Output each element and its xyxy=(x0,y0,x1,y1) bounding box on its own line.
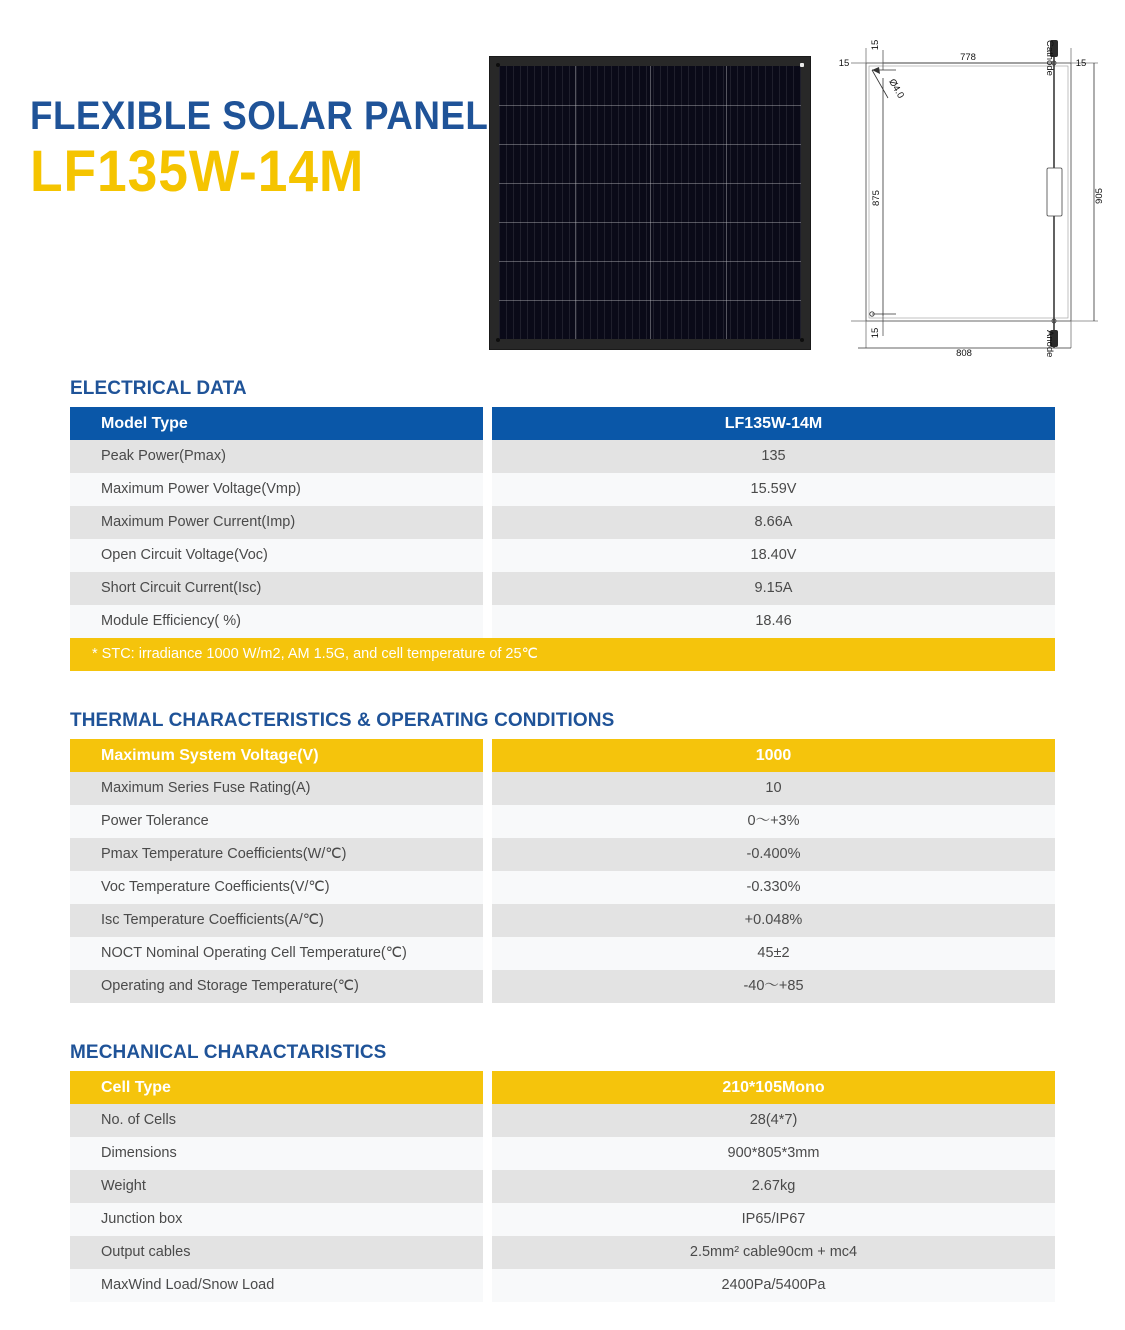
header-gap xyxy=(483,739,492,772)
section-thermal-characteristics xyxy=(70,710,1055,1003)
table-row xyxy=(70,1269,1055,1302)
dim-top-width: 778 xyxy=(960,52,976,63)
row-label: Operating and Storage Temperature(℃) xyxy=(70,970,483,1003)
table-row xyxy=(70,904,1055,937)
table-row xyxy=(70,871,1055,904)
table-row xyxy=(70,473,1055,506)
row-gap xyxy=(483,506,492,539)
dim-inset-top-right: 15 xyxy=(1075,58,1087,69)
table-row xyxy=(70,805,1055,838)
solar-panel-photo xyxy=(489,56,811,350)
header-label: Cell Type xyxy=(70,1071,483,1104)
header-label: Maximum System Voltage(V) xyxy=(70,739,483,772)
row-label: Dimensions xyxy=(70,1137,483,1170)
section-title-mechanical: MECHANICAL CHARACTARISTICS xyxy=(70,1042,387,1063)
dim-right-height: 905 xyxy=(1094,188,1105,204)
technical-drawing xyxy=(836,18,1116,363)
row-value: 18.46 xyxy=(492,605,1055,638)
model-title: LF135W-14M xyxy=(30,139,365,204)
header-value: 1000 xyxy=(492,739,1055,772)
row-label: Weight xyxy=(70,1170,483,1203)
row-gap xyxy=(483,871,492,904)
stc-footnote: * STC: irradiance 1000 W/m2, AM 1.5G, and cell temperature of 25℃ xyxy=(70,638,1055,671)
table-row xyxy=(70,539,1055,572)
row-gap xyxy=(483,970,492,1003)
row-label: Isc Temperature Coefficients(A/℃) xyxy=(70,904,483,937)
row-gap xyxy=(483,440,492,473)
row-label: Junction box xyxy=(70,1203,483,1236)
grommet-bottom-left xyxy=(496,338,500,342)
junction-box-symbol xyxy=(1047,168,1062,216)
row-label: No. of Cells xyxy=(70,1104,483,1137)
table-row xyxy=(70,1203,1055,1236)
row-label: Maximum Power Current(Imp) xyxy=(70,506,483,539)
row-gap xyxy=(483,1104,492,1137)
row-value: 2400Pa/5400Pa xyxy=(492,1269,1055,1302)
mechanical-data-table xyxy=(70,1071,1055,1302)
row-gap xyxy=(483,572,492,605)
row-gap xyxy=(483,605,492,638)
section-electrical-data xyxy=(70,378,1055,671)
title-block xyxy=(30,96,528,203)
row-gap xyxy=(483,1137,492,1170)
dim-left-height: 875 xyxy=(871,190,882,206)
row-value: 2.67kg xyxy=(492,1170,1055,1203)
label-anode: Anode xyxy=(1044,330,1055,358)
row-value: -0.400% xyxy=(492,838,1055,871)
row-gap xyxy=(483,1236,492,1269)
row-label: Short Circuit Current(Isc) xyxy=(70,572,483,605)
row-gap xyxy=(483,473,492,506)
row-value: 900*805*3mm xyxy=(492,1137,1055,1170)
table-row xyxy=(70,1170,1055,1203)
row-gap xyxy=(483,539,492,572)
table-row xyxy=(70,1137,1055,1170)
dimension-drawing-svg xyxy=(836,18,1116,363)
row-value: 2.5mm² cable90cm + mc4 xyxy=(492,1236,1055,1269)
row-value: +0.048% xyxy=(492,904,1055,937)
row-gap xyxy=(483,772,492,805)
solar-cell-grid xyxy=(499,66,801,339)
row-gap xyxy=(483,1203,492,1236)
table-row xyxy=(70,838,1055,871)
header-label: Model Type xyxy=(70,407,483,440)
section-title-electrical: ELECTRICAL DATA xyxy=(70,378,247,399)
row-value: 18.40V xyxy=(492,539,1055,572)
dim-inset-left: 15 xyxy=(838,58,850,69)
table-row xyxy=(70,605,1055,638)
header-gap xyxy=(483,1071,492,1104)
label-cathode: Cathode xyxy=(1044,40,1055,76)
row-value: -40〜+85 xyxy=(492,970,1055,1003)
hero-banner xyxy=(0,0,1125,370)
grommet-top-right xyxy=(800,63,804,67)
row-label: Pmax Temperature Coefficients(W/℃) xyxy=(70,838,483,871)
section-title-thermal: THERMAL CHARACTERISTICS & OPERATING CONDITIONS xyxy=(70,710,615,731)
electrical-data-table xyxy=(70,407,1055,638)
table-row xyxy=(70,970,1055,1003)
row-value: 10 xyxy=(492,772,1055,805)
row-label: Peak Power(Pmax) xyxy=(70,440,483,473)
dim-inset-top-left: 15 xyxy=(870,39,881,51)
table-row xyxy=(70,506,1055,539)
dim-inset-bottom: 15 xyxy=(870,327,881,339)
dim-hole-diameter: Ø4.0 xyxy=(886,77,907,101)
grommet-top-left xyxy=(496,63,500,67)
row-label: Open Circuit Voltage(Voc) xyxy=(70,539,483,572)
row-label: NOCT Nominal Operating Cell Temperature(℃) xyxy=(70,937,483,970)
row-gap xyxy=(483,838,492,871)
dim-bottom-width: 808 xyxy=(956,348,972,359)
table-row xyxy=(70,1236,1055,1269)
header-value: LF135W-14M xyxy=(492,407,1055,440)
table-header-row xyxy=(70,1071,1055,1104)
row-gap xyxy=(483,904,492,937)
row-value: 45±2 xyxy=(492,937,1055,970)
thermal-data-table xyxy=(70,739,1055,1003)
table-row xyxy=(70,572,1055,605)
table-row xyxy=(70,772,1055,805)
row-value: 9.15A xyxy=(492,572,1055,605)
row-value: 0〜+3% xyxy=(492,805,1055,838)
table-row xyxy=(70,937,1055,970)
header-gap xyxy=(483,407,492,440)
header-value: 210*105Mono xyxy=(492,1071,1055,1104)
row-value: IP65/IP67 xyxy=(492,1203,1055,1236)
page-title: FLEXIBLE SOLAR PANEL xyxy=(30,94,489,138)
row-gap xyxy=(483,1170,492,1203)
row-gap xyxy=(483,937,492,970)
section-mechanical-characteristics xyxy=(70,1042,1055,1302)
table-header-row xyxy=(70,407,1055,440)
row-gap xyxy=(483,1269,492,1302)
row-label: MaxWind Load/Snow Load xyxy=(70,1269,483,1302)
table-row xyxy=(70,1104,1055,1137)
row-label: Voc Temperature Coefficients(V/℃) xyxy=(70,871,483,904)
grommet-bottom-right xyxy=(800,338,804,342)
row-label: Power Tolerance xyxy=(70,805,483,838)
row-label: Module Efficiency( %) xyxy=(70,605,483,638)
table-header-row xyxy=(70,739,1055,772)
row-value: -0.330% xyxy=(492,871,1055,904)
row-label: Maximum Series Fuse Rating(A) xyxy=(70,772,483,805)
row-label: Maximum Power Voltage(Vmp) xyxy=(70,473,483,506)
row-value: 8.66A xyxy=(492,506,1055,539)
row-value: 28(4*7) xyxy=(492,1104,1055,1137)
row-label: Output cables xyxy=(70,1236,483,1269)
row-value: 15.59V xyxy=(492,473,1055,506)
row-gap xyxy=(483,805,492,838)
table-row xyxy=(70,440,1055,473)
row-value: 135 xyxy=(492,440,1055,473)
